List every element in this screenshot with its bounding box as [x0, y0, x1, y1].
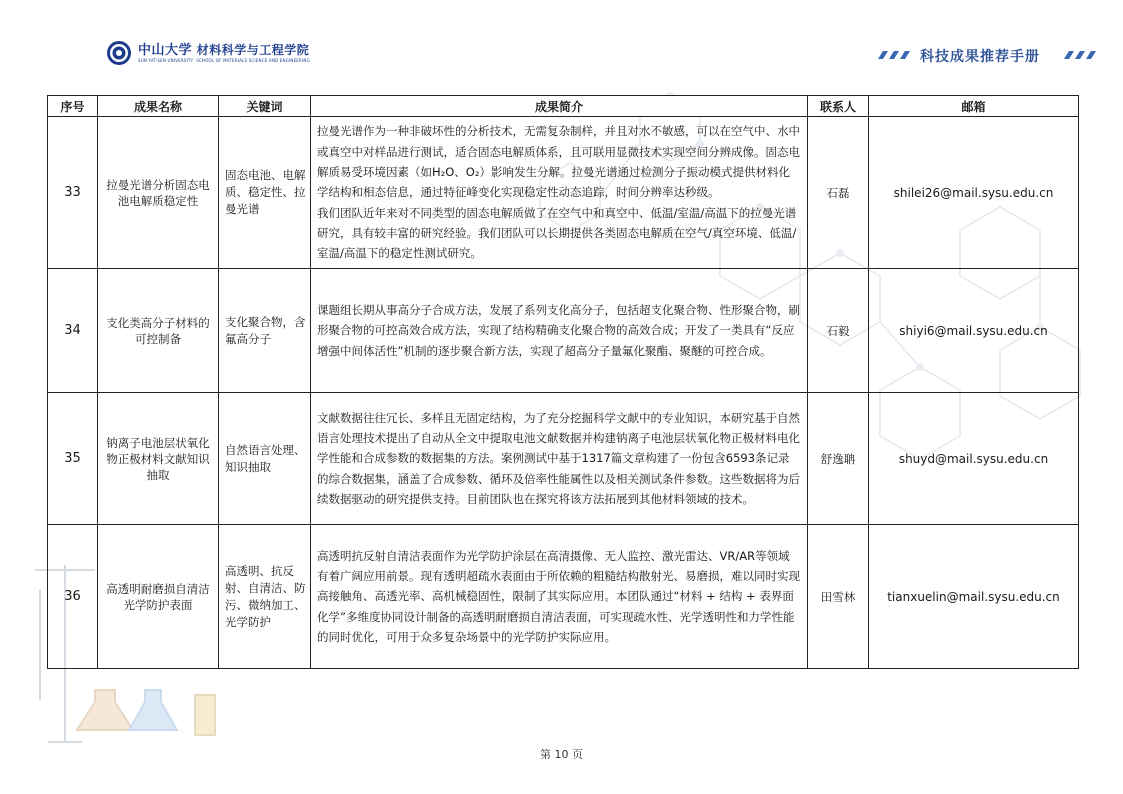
- description: 高透明抗反射自清洁表面作为光学防护涂层在高清摄像、无人监控、激光雷达、VR/AR等领域有着广阔应用前景。现有透明超疏水表面由于所依赖的粗糙结构散射光、易磨损，难以同时实现高接触角、高透光率、高机械稳固性，限制了其实际应用。本团队通过“材料 + 结构 + 表界面化学”多维度协同设计制备的高透明耐磨损自清洁表面，可实现疏水性、光学透明性和力学性能的同时优化，可用于众多复杂场景中的光学防护实际应用。: [311, 525, 808, 669]
- keywords: 高透明、抗反射、自清洁、防污、微纳加工、光学防护: [219, 525, 311, 669]
- university-name: 中山大学: [138, 42, 193, 58]
- achievement-name: 高透明耐磨损自清洁光学防护表面: [98, 525, 219, 669]
- description: 课题组长期从事高分子合成方法，发展了系列支化高分子，包括超支化聚合物、性形聚合物，刷形聚合物的可控高效合成方法，实现了结构精确支化聚合物的高效合成；开发了一类具有“反应增强中间体活性”机制的逐步聚合新方法，实现了超高分子量氟化聚酯、聚醚的可控合成。: [311, 269, 808, 393]
- logo-name-cn: [138, 43, 310, 58]
- school-name: 材料科学与工程学院: [196, 42, 310, 57]
- achievement-name: 拉曼光谱分析固态电池电解质稳定性: [98, 117, 219, 269]
- logo-name-en: [138, 58, 310, 64]
- contact-person: 田雪林: [808, 525, 869, 669]
- description: [311, 117, 808, 269]
- email[interactable]: shilei26@mail.sysu.edu.cn: [869, 117, 1079, 269]
- email[interactable]: tianxuelin@mail.sysu.edu.cn: [869, 525, 1079, 669]
- table-row: [48, 393, 1079, 525]
- row-number: 36: [48, 525, 98, 669]
- header-contact: 联系人: [808, 96, 869, 117]
- university-name-en: SUN YAT-SEN UNIVERSITY: [138, 57, 194, 63]
- keywords: 固态电池、电解质、稳定性、拉曼光谱: [219, 117, 311, 269]
- table-header-row: [48, 96, 1079, 117]
- logo-text: [138, 43, 310, 64]
- table-row: [48, 525, 1079, 669]
- row-number: 35: [48, 393, 98, 525]
- keywords: 支化聚合物，含氟高分子: [219, 269, 311, 393]
- achievement-name: 支化类高分子材料的可控制备: [98, 269, 219, 393]
- page-header: [0, 0, 1123, 90]
- description-paragraph: 我们团队近年来对不同类型的固态电解质做了在空气中和真空中、低温/室温/高温下的拉曼光谱研究，具有较丰富的研究经验。我们团队可以长期提供各类固态电解质在空气/真空环境、低温/室温/高温下的稳定性测试研究。: [317, 205, 797, 261]
- row-number: 34: [48, 269, 98, 393]
- header-email: 邮箱: [869, 96, 1079, 117]
- contact-person: 舒逸聃: [808, 393, 869, 525]
- description-paragraph: 拉曼光谱作为一种非破坏性的分析技术，无需复杂制样，并且对水不敏感，可以在空气中、水中或真空中对样品进行测试，适合固态电解质体系，且可联用显微技术实现空间分辨成像。固态电解质易受环境因素（如H₂O、O₂）影响发生分解。拉曼光谱通过检测分子振动模式提供材料化学结构和相态信息，通过特征峰变化实现稳定性动态追踪，时间分辨率达秒级。: [317, 124, 800, 200]
- table-row: [48, 117, 1079, 269]
- email[interactable]: shiyi6@mail.sysu.edu.cn: [869, 269, 1079, 393]
- contact-person: 石毅: [808, 269, 869, 393]
- page-number: 第 10 页: [540, 748, 583, 761]
- university-logo: [106, 40, 310, 66]
- manual-title: 科技成果推荐手册: [920, 49, 1040, 65]
- achievement-name: 钠离子电池层状氧化物正极材料文献知识抽取: [98, 393, 219, 525]
- header-keywords: 关键词: [219, 96, 311, 117]
- description: 文献数据往往冗长、多样且无固定结构，为了充分挖掘科学文献中的专业知识，本研究基于自然语言处理技术提出了自动从全文中提取电池文献数据并构建钠离子电池层状氧化物正极材料电化学性能和合成参数的数据集的方法。案例测试中基于1317篇文章构建了一份包含6593条记录的综合数据集，涵盖了合成参数、循环及倍率性能属性以及相关测试条件参数。这些数据将为后续数据驱动的研究提供支持。目前团队也在探究将该方法拓展到其他材料领域的技术。: [311, 393, 808, 525]
- header-description: 成果简介: [311, 96, 808, 117]
- keywords: 自然语言处理、知识抽取: [219, 393, 311, 525]
- header-name: 成果名称: [98, 96, 219, 117]
- header-number: 序号: [48, 96, 98, 117]
- email[interactable]: shuyd@mail.sysu.edu.cn: [869, 393, 1079, 525]
- school-name-en: SCHOOL OF MATERIALS SCIENCE AND ENGINEERING: [196, 57, 310, 63]
- table-row: [48, 269, 1079, 393]
- contact-person: 石磊: [808, 117, 869, 269]
- stripes-left-icon: [874, 50, 914, 60]
- stripes-right-icon: [1060, 50, 1100, 60]
- achievements-table: [47, 95, 1079, 669]
- university-seal-icon: [106, 40, 132, 66]
- row-number: 33: [48, 117, 98, 269]
